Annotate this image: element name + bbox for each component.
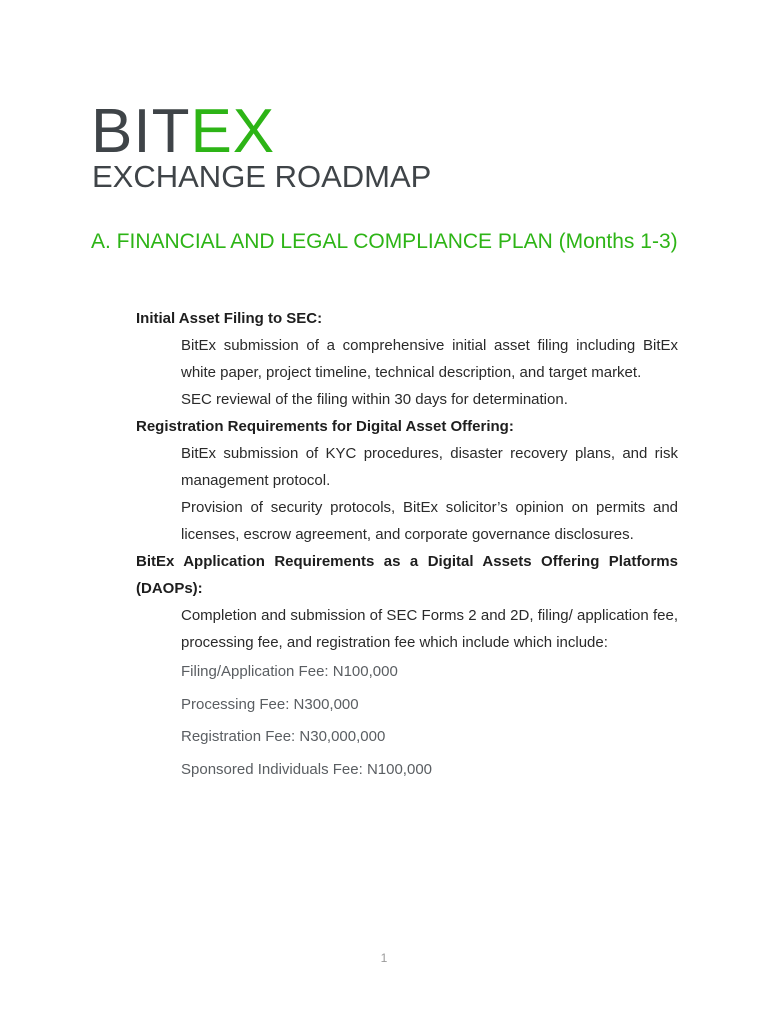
item-heading-application-requirements: BitEx Application Requirements as a Digital Assets Offering Platforms (DAOPs):: [136, 553, 678, 597]
paragraph: BitEx submission of KYC procedures, disaster recovery plans, and risk management protocol.: [181, 445, 678, 489]
document-subtitle: EXCHANGE ROADMAP: [92, 159, 432, 194]
paragraph: Completion and submission of SEC Forms 2 and 2D, filing/ application fee, processing fee, and registration fee which include which include:: [181, 607, 678, 651]
paragraph: Provision of security protocols, BitEx solicitor’s opinion on permits and licenses, escrow agreement, and corporate governance disclosures.: [181, 499, 678, 543]
section-title: A. FINANCIAL AND LEGAL COMPLIANCE PLAN (Months 1-3): [91, 230, 678, 253]
item-heading-registration-requirements: Registration Requirements for Digital Asset Offering:: [136, 418, 514, 435]
fee-item: Sponsored Individuals Fee: N100,000: [181, 760, 433, 778]
paragraph: SEC reviewal of the filing within 30 days for determination.: [181, 391, 568, 408]
section-body: [136, 305, 678, 792]
logo: [91, 97, 275, 167]
fee-item: Registration Fee: N30,000,000: [181, 728, 386, 745]
logo-bit: BIT: [91, 97, 191, 166]
paragraph: BitEx submission of a comprehensive initial asset filing including BitEx white paper, project timeline, technical description, and target market.: [181, 337, 678, 381]
logo-ex: EX: [190, 97, 276, 166]
item-heading-initial-asset-filing: Initial Asset Filing to SEC:: [136, 310, 323, 327]
fee-list: [181, 662, 678, 780]
page-number: 1: [380, 951, 388, 965]
fee-item: Processing Fee: N300,000: [181, 695, 359, 713]
fee-item: Filing/Application Fee: N100,000: [181, 663, 398, 680]
